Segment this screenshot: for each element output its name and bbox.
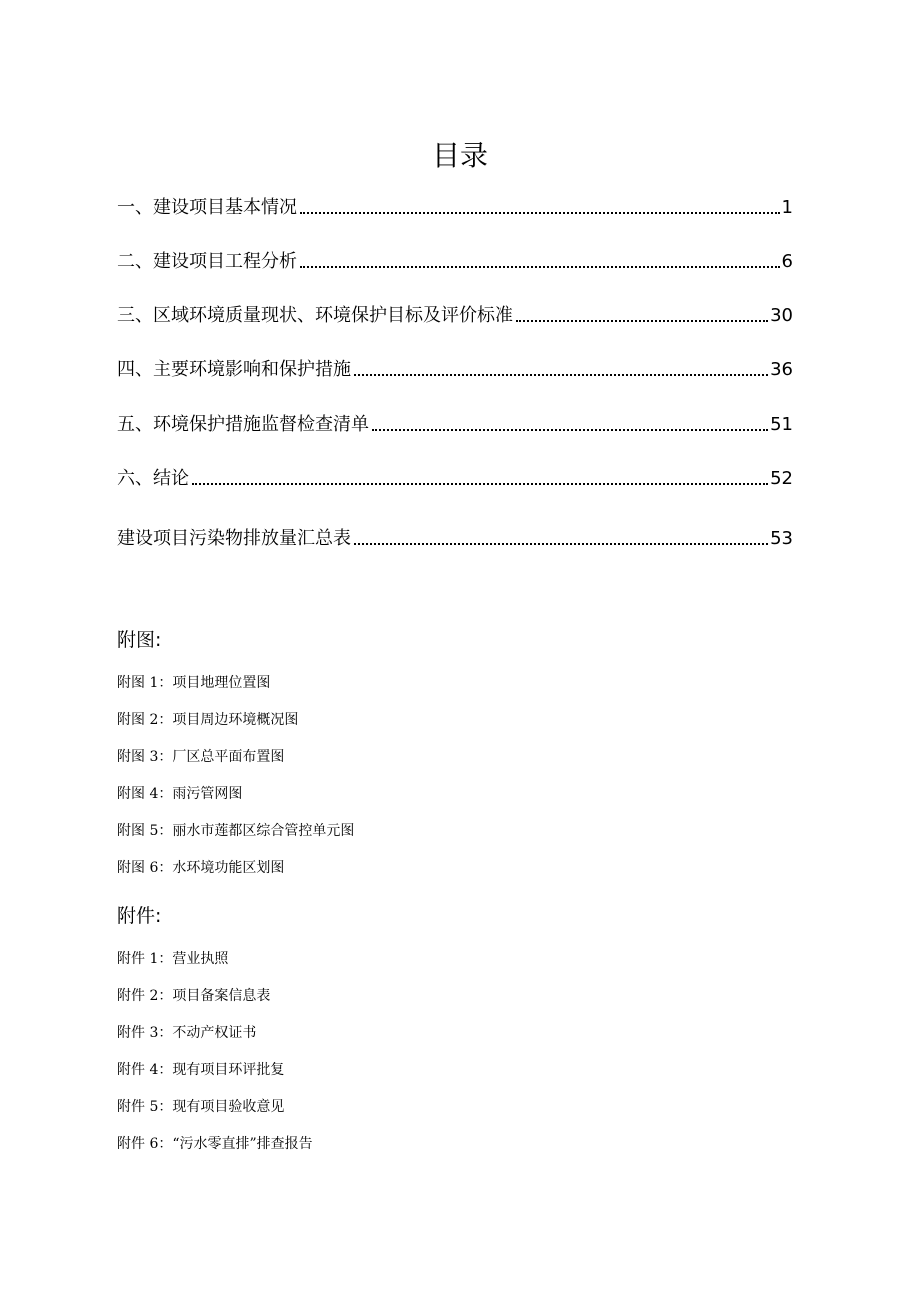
toc-entry[interactable]: [117, 410, 793, 436]
attachments-heading: 附件:: [117, 905, 162, 927]
attachment-item[interactable]: 附件 6：“污水零直排”排查报告: [117, 1136, 313, 1152]
toc-entry[interactable]: [117, 355, 793, 381]
toc-entry-page: 36: [770, 359, 793, 380]
attachment-item[interactable]: 附件 3：不动产权证书: [117, 1025, 257, 1041]
toc-entry-label: 四、主要环境影响和保护措施: [117, 359, 351, 380]
attachment-item[interactable]: 附件 4：现有项目环评批复: [117, 1062, 285, 1078]
toc-entry-label: 建设项目污染物排放量汇总表: [117, 528, 351, 549]
toc-entry-label: 六、结论: [117, 468, 189, 489]
toc-dot-leader: [300, 212, 780, 214]
figure-item[interactable]: 附图 3：厂区总平面布置图: [117, 749, 285, 765]
toc-dot-leader: [516, 320, 768, 322]
toc-entry-page: 51: [770, 414, 793, 435]
page-title: 目录: [431, 139, 488, 172]
toc-dot-leader: [354, 374, 768, 376]
toc-entry[interactable]: [117, 247, 793, 273]
toc-entry[interactable]: [117, 301, 793, 327]
attachment-item[interactable]: 附件 1：营业执照: [117, 951, 229, 967]
toc-entry-page: 53: [770, 528, 793, 549]
figure-item[interactable]: 附图 2：项目周边环境概况图: [117, 712, 299, 728]
toc-dot-leader: [192, 483, 768, 485]
toc-entry-page: 30: [770, 305, 793, 326]
figure-item[interactable]: 附图 4：雨污管网图: [117, 786, 243, 802]
toc-entry-page: 1: [781, 197, 793, 218]
toc-entry-label: 二、建设项目工程分析: [117, 251, 297, 272]
figure-item[interactable]: 附图 5：丽水市莲都区综合管控单元图: [117, 823, 355, 839]
figure-item[interactable]: 附图 1：项目地理位置图: [117, 675, 271, 691]
toc-dot-leader: [300, 266, 780, 268]
attachment-item[interactable]: 附件 5：现有项目验收意见: [117, 1099, 285, 1115]
toc-entry-page: 52: [770, 468, 793, 489]
toc-entry-label: 一、建设项目基本情况: [117, 197, 297, 218]
toc-entry-label: 五、环境保护措施监督检查清单: [117, 414, 369, 435]
toc-dot-leader: [354, 543, 768, 545]
attachment-item[interactable]: 附件 2：项目备案信息表: [117, 988, 271, 1004]
toc-entry-page: 6: [781, 251, 793, 272]
figures-heading: 附图:: [117, 629, 162, 651]
toc-entry[interactable]: [117, 193, 793, 219]
toc-entry[interactable]: [117, 464, 793, 490]
figure-item[interactable]: 附图 6：水环境功能区划图: [117, 860, 285, 876]
toc-entry-label: 三、区域环境质量现状、环境保护目标及评价标准: [117, 305, 513, 326]
toc-dot-leader: [372, 429, 768, 431]
toc-entry[interactable]: [117, 524, 793, 550]
